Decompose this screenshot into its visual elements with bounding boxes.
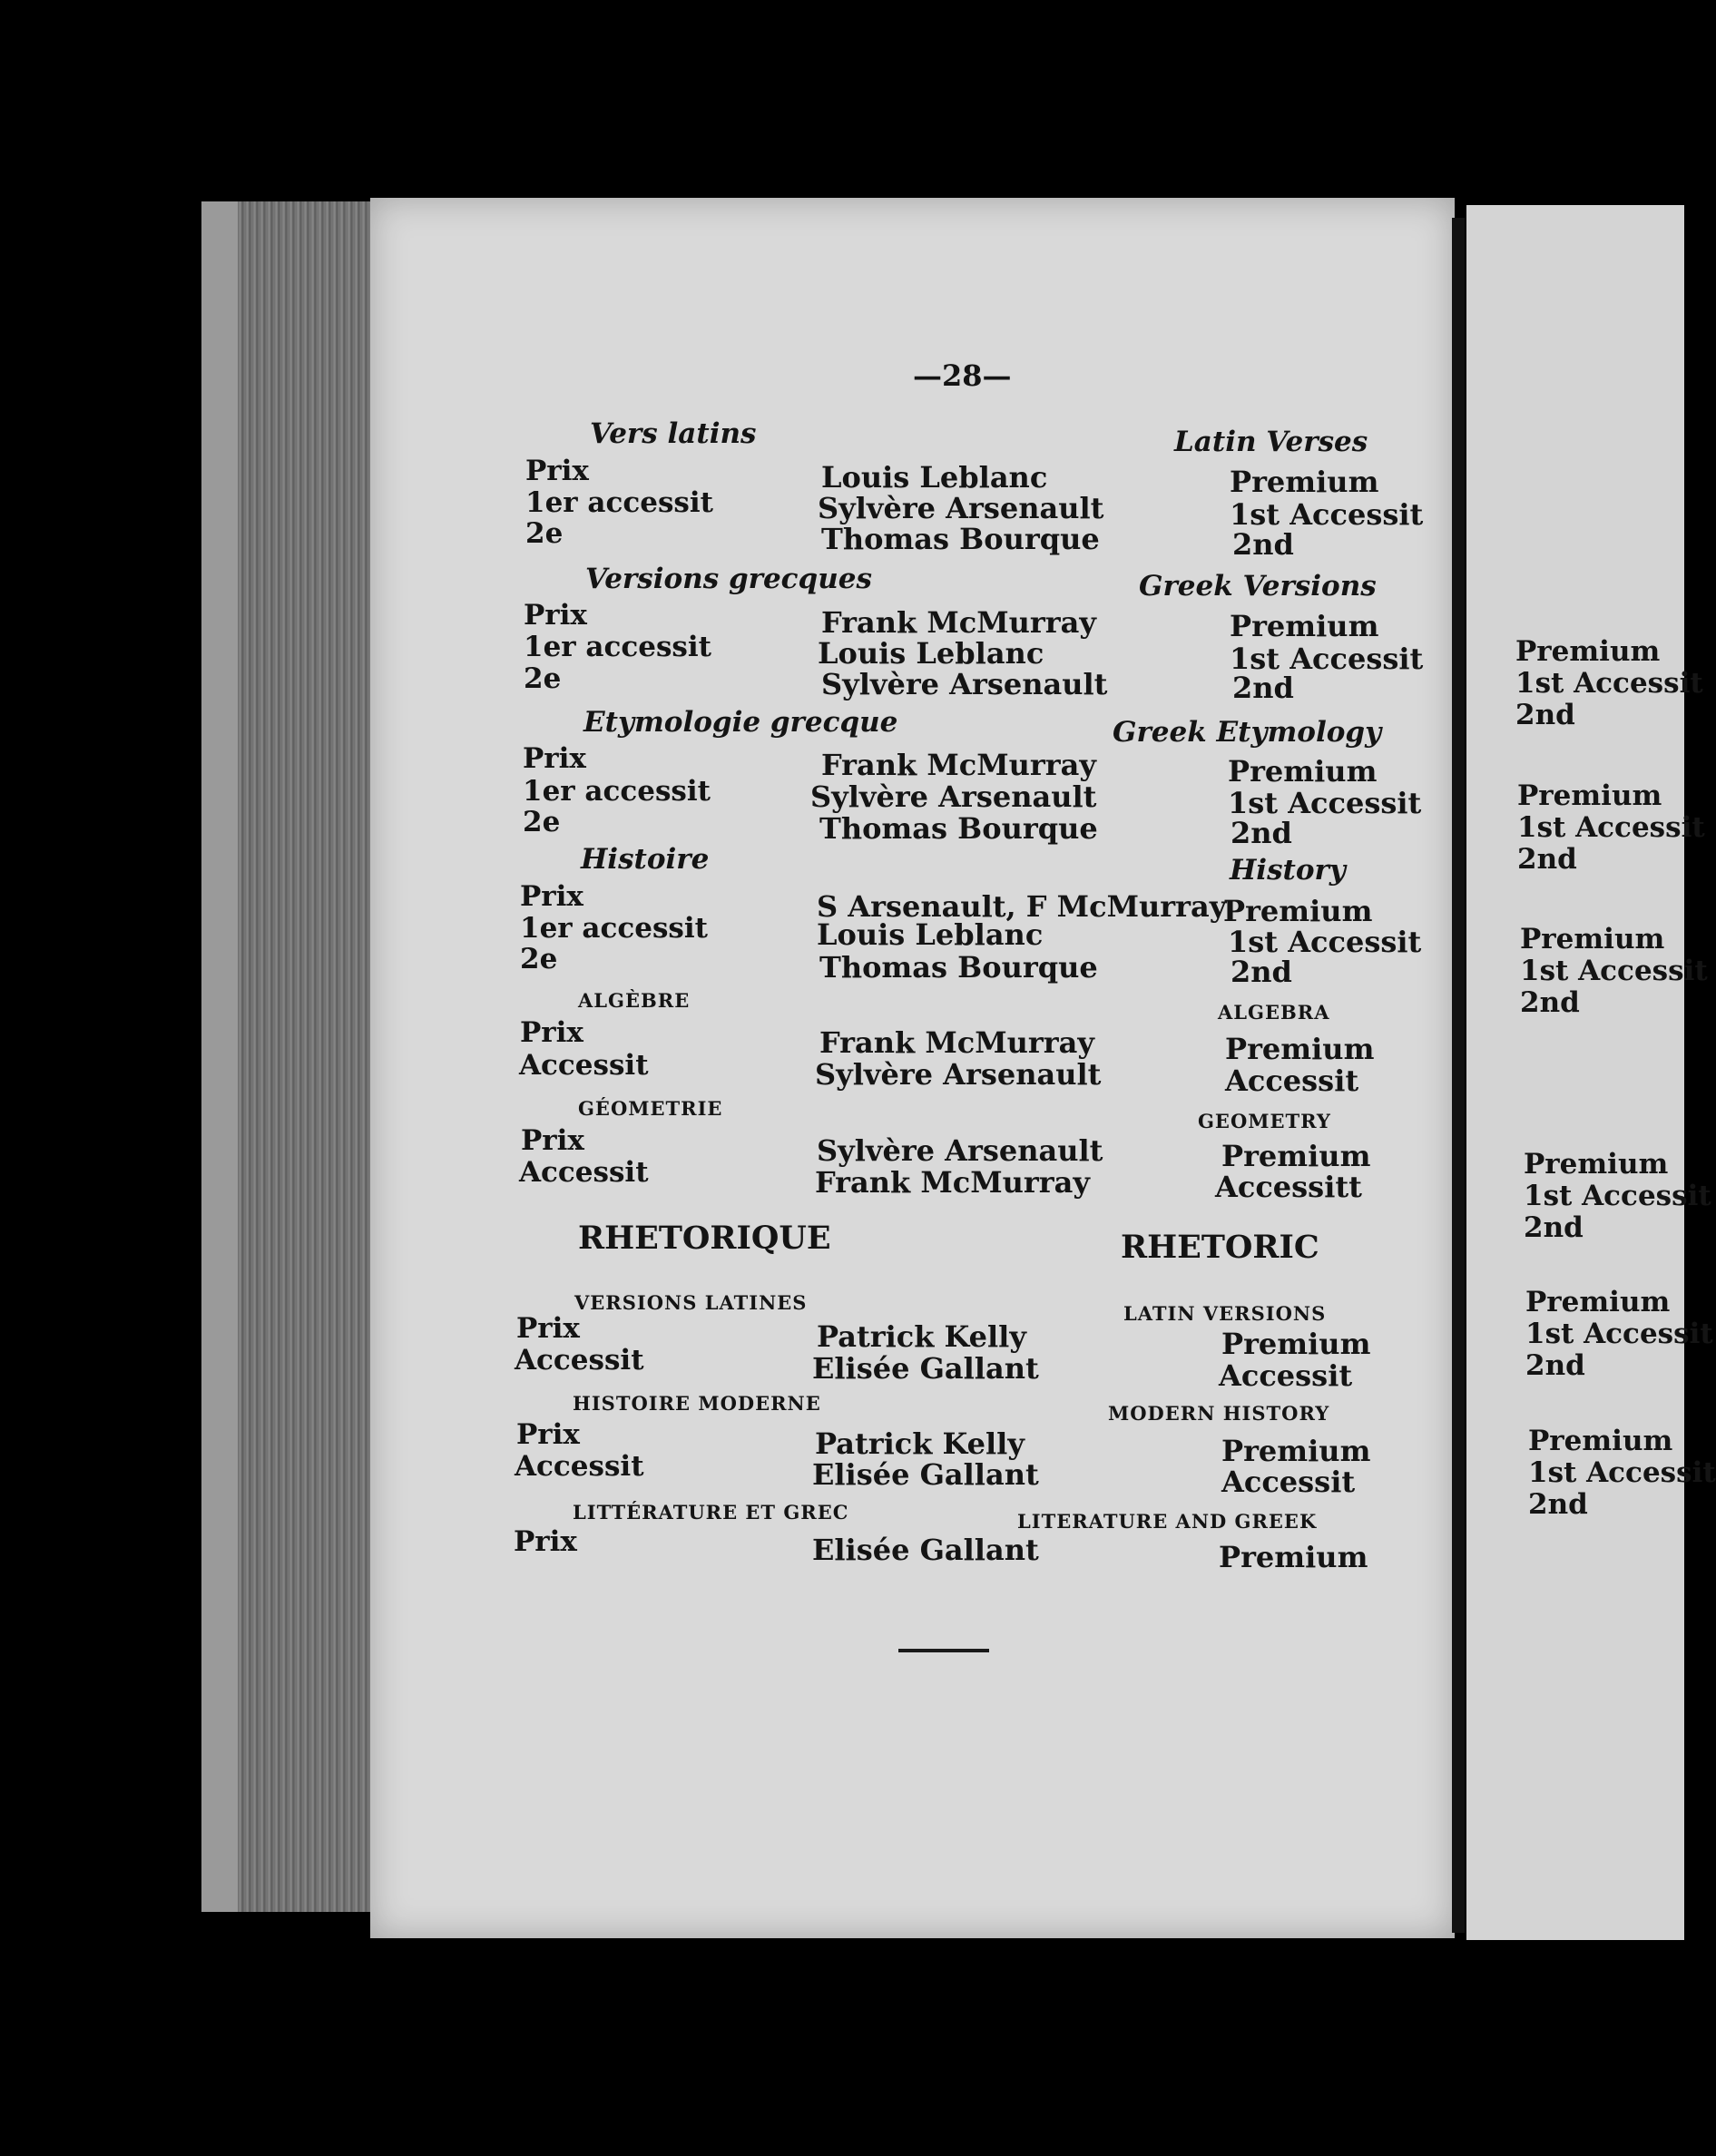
text-line: Frank McMurray — [815, 1165, 1090, 1200]
text-line: GÉOMETRIE — [578, 1097, 723, 1120]
right-page-text-line: 2nd — [1528, 1488, 1588, 1521]
right-page-text-line: 2nd — [1524, 1211, 1584, 1244]
text-line: RHETORIQUE — [578, 1220, 831, 1257]
text-line: Premium — [1225, 1032, 1375, 1066]
text-line: Louis Leblanc — [821, 460, 1048, 495]
closing-rule — [898, 1649, 989, 1652]
text-line: HISTOIRE MODERNE — [573, 1392, 821, 1415]
right-page-text-line: Premium — [1528, 1425, 1673, 1457]
text-line: Patrick Kelly — [815, 1426, 1025, 1461]
text-line: LATIN VERSIONS — [1123, 1302, 1327, 1325]
text-line: LITTÉRATURE ET GREC — [573, 1501, 849, 1524]
text-line: Sylvère Arsenault — [815, 1057, 1102, 1092]
right-page-text-line: 1st Accessit — [1524, 1180, 1711, 1212]
text-line: 2e — [520, 943, 558, 975]
text-line: Prix — [523, 742, 586, 775]
text-line: 1er accessit — [525, 486, 713, 519]
text-line: Prix — [516, 1418, 580, 1451]
text-line: 1er accessit — [524, 631, 711, 663]
text-line: Accessit — [1225, 1063, 1359, 1098]
text-line: Prix — [525, 455, 589, 487]
right-page-text-line: 1st Accessit — [1515, 667, 1703, 700]
right-page-text-line: 1st Accessit — [1520, 955, 1708, 987]
text-line: VERSIONS LATINES — [574, 1291, 808, 1314]
text-line: Premium — [1221, 1327, 1371, 1361]
text-line: Elisée Gallant — [812, 1457, 1039, 1492]
text-line: Premium — [1223, 894, 1373, 928]
text-line: Elisée Gallant — [812, 1351, 1039, 1386]
text-line: Accessit — [1221, 1465, 1356, 1499]
right-page-text-line: Premium — [1515, 635, 1661, 668]
text-line: Accessitt — [1215, 1170, 1362, 1204]
text-line: Prix — [524, 599, 587, 632]
text-line: Thomas Bourque — [819, 811, 1098, 846]
right-page-text-line: 1st Accessit — [1525, 1318, 1713, 1350]
text-line: MODERN HISTORY — [1108, 1402, 1330, 1425]
text-line: Elisée Gallant — [812, 1533, 1039, 1567]
text-line: 2nd — [1231, 955, 1292, 989]
text-line: Premium — [1219, 1540, 1368, 1574]
text-line: Prix — [521, 1124, 584, 1157]
text-line: Thomas Bourque — [821, 522, 1100, 556]
page-number: —28— — [913, 358, 1012, 393]
book-gutter — [1452, 218, 1465, 1933]
text-line: Frank McMurray — [821, 605, 1096, 640]
text-line: Frank McMurray — [819, 1025, 1094, 1060]
text-line: 2e — [525, 517, 564, 550]
text-line: RHETORIC — [1121, 1229, 1319, 1266]
text-line: Louis Leblanc — [818, 636, 1044, 671]
text-line: Prix — [516, 1312, 580, 1345]
text-line: Accessit — [519, 1156, 649, 1189]
right-page-text-line: Premium — [1525, 1286, 1671, 1318]
text-line: 1st Accessit — [1228, 925, 1422, 959]
text-line: S Arsenault, F McMurray — [817, 889, 1227, 924]
text-line: Prix — [520, 880, 583, 913]
text-line: Greek Versions — [1139, 570, 1377, 603]
text-line: 1er accessit — [523, 775, 711, 808]
text-line: 1st Accessit — [1230, 497, 1424, 532]
text-line: Thomas Bourque — [819, 950, 1098, 985]
text-line: ALGEBRA — [1218, 1001, 1330, 1024]
text-line: Latin Verses — [1174, 426, 1368, 458]
right-page-text-line: 2nd — [1515, 699, 1575, 731]
text-line: 1st Accessit — [1228, 786, 1422, 820]
text-line: Sylvère Arsenault — [817, 1133, 1103, 1168]
text-line: Accessit — [515, 1344, 644, 1377]
text-line: 2nd — [1231, 816, 1292, 850]
text-line: Sylvère Arsenault — [818, 491, 1104, 525]
text-line: History — [1230, 854, 1346, 887]
text-line: Premium — [1221, 1434, 1371, 1468]
text-line: Vers latins — [590, 417, 757, 450]
text-line: Etymologie grecque — [583, 706, 898, 739]
text-line: Greek Etymology — [1113, 716, 1382, 749]
right-page-text-line: Premium — [1520, 923, 1665, 956]
text-line: Accessit — [519, 1049, 649, 1082]
text-line: LITERATURE AND GREEK — [1017, 1510, 1318, 1533]
text-line: Prix — [514, 1525, 577, 1558]
right-page-text-line: 2nd — [1520, 986, 1580, 1019]
right-page-text-line: 1st Accessit — [1517, 811, 1705, 844]
text-line: 2e — [523, 806, 561, 838]
text-line: 1st Accessit — [1230, 642, 1424, 676]
text-line: Versions grecques — [585, 563, 872, 595]
text-line: Accessit — [515, 1450, 644, 1483]
text-line: Louis Leblanc — [817, 917, 1044, 952]
right-page-partial — [1466, 205, 1684, 1940]
text-line: Frank McMurray — [821, 748, 1096, 782]
text-line: 2nd — [1232, 527, 1294, 562]
text-line: 2e — [524, 662, 562, 695]
text-line: GEOMETRY — [1198, 1110, 1331, 1132]
text-line: Premium — [1230, 465, 1379, 499]
text-line: Premium — [1228, 754, 1378, 789]
text-line: 2nd — [1232, 671, 1294, 705]
text-line: Prix — [520, 1016, 583, 1049]
text-line: ALGÈBRE — [578, 989, 691, 1012]
book-page-edges — [201, 201, 374, 1912]
right-page-text-line: 2nd — [1525, 1349, 1585, 1382]
text-line: Patrick Kelly — [817, 1319, 1026, 1354]
right-page-text-line: Premium — [1524, 1148, 1669, 1181]
text-line: Premium — [1230, 609, 1379, 643]
text-line: Sylvère Arsenault — [810, 779, 1097, 814]
text-line: Sylvère Arsenault — [821, 667, 1108, 701]
right-page-text-line: 1st Accessit — [1528, 1456, 1716, 1489]
right-page-text-line: 2nd — [1517, 843, 1577, 876]
text-line: Premium — [1221, 1139, 1371, 1173]
text-line: Histoire — [581, 843, 710, 876]
text-line: 1er accessit — [520, 912, 708, 945]
right-page-text-line: Premium — [1517, 779, 1662, 812]
text-line: Accessit — [1219, 1358, 1353, 1393]
